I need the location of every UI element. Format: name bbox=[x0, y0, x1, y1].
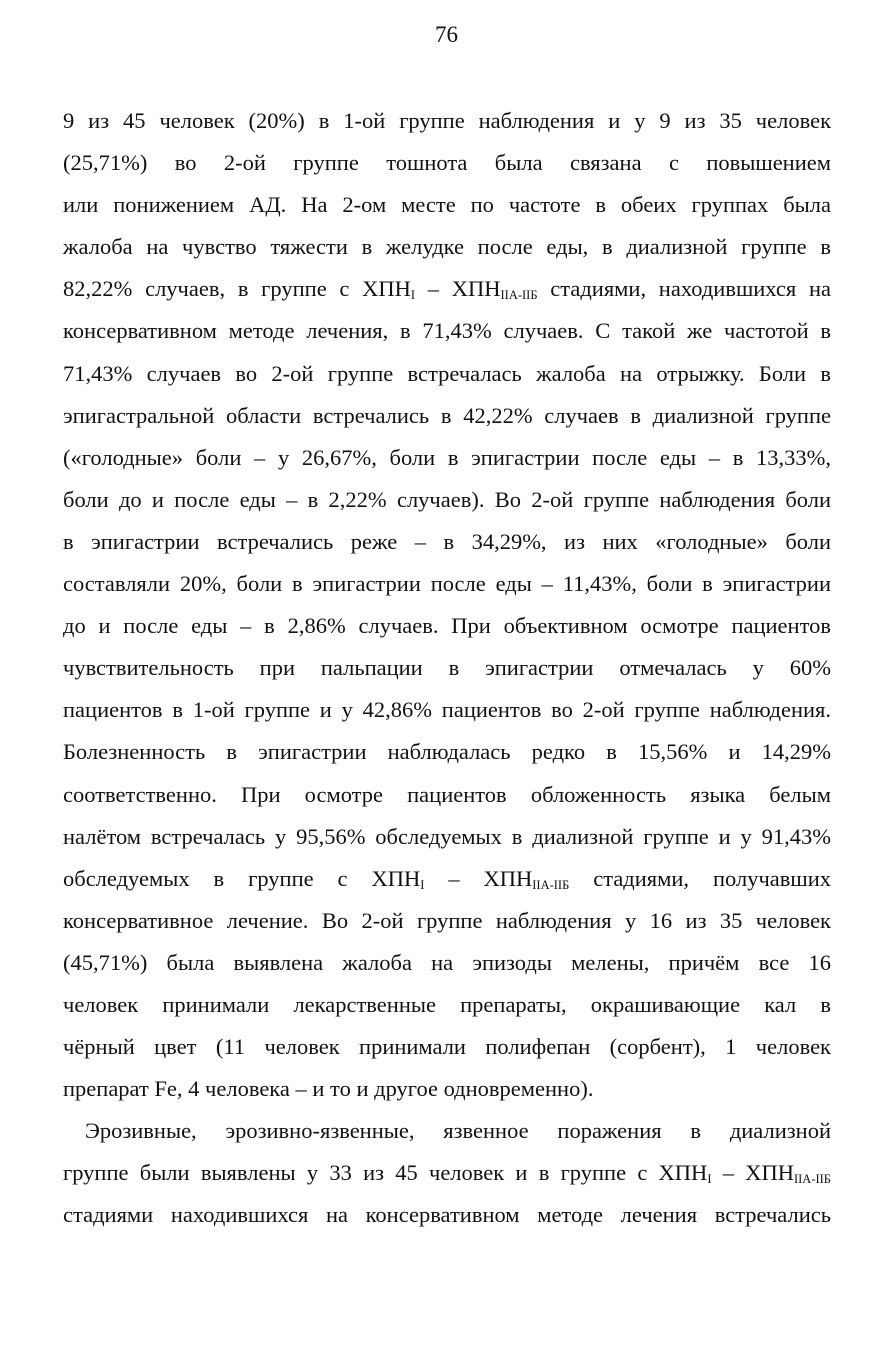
text-line: консервативном методе лечения, в 71,43% случаев. С такой же частотой в bbox=[63, 318, 831, 344]
text-line: (45,71%) была выявлена жалоба на эпизоды мелены, причём все 16 bbox=[63, 949, 831, 975]
text-segment: – ХПН bbox=[424, 865, 533, 891]
page-number: 76 bbox=[435, 22, 458, 47]
text-line: чёрный цвет (11 человек принимали полифепан (сорбент), 1 человек bbox=[63, 1034, 831, 1060]
text-line-with-subscripts bbox=[63, 268, 831, 310]
text-line: консервативное лечение. Во 2-ой группе наблюдения у 16 из 35 человек bbox=[63, 907, 831, 933]
subscript: IIА-IIБ bbox=[532, 877, 570, 892]
text-segment: стадиями, получавших bbox=[569, 865, 831, 891]
text-line: (25,71%) во 2-ой группе тошнота была связана с повышением bbox=[63, 150, 831, 176]
body-text bbox=[63, 100, 831, 1237]
subscript: IIА-IIБ bbox=[500, 288, 538, 303]
text-line-with-subscripts bbox=[63, 1152, 831, 1194]
text-segment: обследуемых в группе с ХПН bbox=[63, 865, 421, 891]
text-line: эпигастральной области встречались в 42,22% случаев в диализной группе bbox=[63, 402, 831, 428]
text-line: Болезненность в эпигастрии наблюдалась редко в 15,56% и 14,29% bbox=[63, 739, 831, 765]
text-line: или понижением АД. На 2-ом месте по частоте в обеих группах была bbox=[63, 192, 831, 218]
subscript: I bbox=[420, 877, 425, 892]
text-line: в эпигастрии встречались реже – в 34,29%, из них «голодные» боли bbox=[63, 528, 831, 554]
text-line-with-subscripts bbox=[63, 858, 831, 900]
subscript: I bbox=[410, 288, 416, 303]
text-line: («голодные» боли – у 26,67%, боли в эпигастрии после еды – в 13,33%, bbox=[63, 444, 831, 470]
text-line: налётом встречалась у 95,56% обследуемых в диализной группе и у 91,43% bbox=[63, 823, 831, 849]
text-line: препарат Fe, 4 человека – и то и другое одновременно). bbox=[63, 1076, 594, 1102]
text-line: пациентов в 1-ой группе и у 42,86% пациентов во 2-ой группе наблюдения. bbox=[63, 697, 831, 723]
text-segment: – ХПН bbox=[711, 1160, 794, 1186]
paragraph-1 bbox=[63, 100, 831, 1110]
subscript: I bbox=[707, 1172, 712, 1187]
text-line: чувствительность при пальпации в эпигастрии отмечалась у 60% bbox=[63, 655, 831, 681]
subscript: IIА-IIБ bbox=[793, 1172, 831, 1187]
text-segment: группе были выявлены у 33 из 45 человек и в группе с ХПН bbox=[63, 1160, 708, 1186]
text-line: 9 из 45 человек (20%) в 1-ой группе наблюдения и у 9 из 35 человек bbox=[63, 108, 831, 133]
text-segment: 82,22% случаев, в группе с ХПН bbox=[63, 276, 411, 302]
text-line: 71,43% случаев во 2-ой группе встречалась жалоба на отрыжку. Боли в bbox=[63, 360, 831, 386]
text-line: человек принимали лекарственные препараты, окрашивающие кал в bbox=[63, 991, 831, 1017]
text-line: составляли 20%, боли в эпигастрии после еды – 11,43%, боли в эпигастрии bbox=[63, 571, 831, 597]
text-line: соответственно. При осмотре пациентов обложенность языка белым bbox=[63, 781, 831, 807]
text-line: до и после еды – в 2,86% случаев. При объективном осмотре пациентов bbox=[63, 613, 831, 639]
text-line: стадиями находившихся на консервативном методе лечения встречались bbox=[63, 1202, 831, 1228]
text-segment: стадиями, находившихся на bbox=[537, 276, 832, 302]
text-segment: – ХПН bbox=[415, 276, 501, 302]
paragraph-2 bbox=[63, 1110, 831, 1236]
text-line: жалоба на чувство тяжести в желудке после еды, в диализной группе в bbox=[63, 234, 831, 260]
text-line: Эрозивные, эрозивно-язвенные, язвенное поражения в диализной bbox=[85, 1118, 831, 1144]
text-line: боли до и после еды – в 2,22% случаев). Во 2-ой группе наблюдения боли bbox=[63, 486, 831, 512]
